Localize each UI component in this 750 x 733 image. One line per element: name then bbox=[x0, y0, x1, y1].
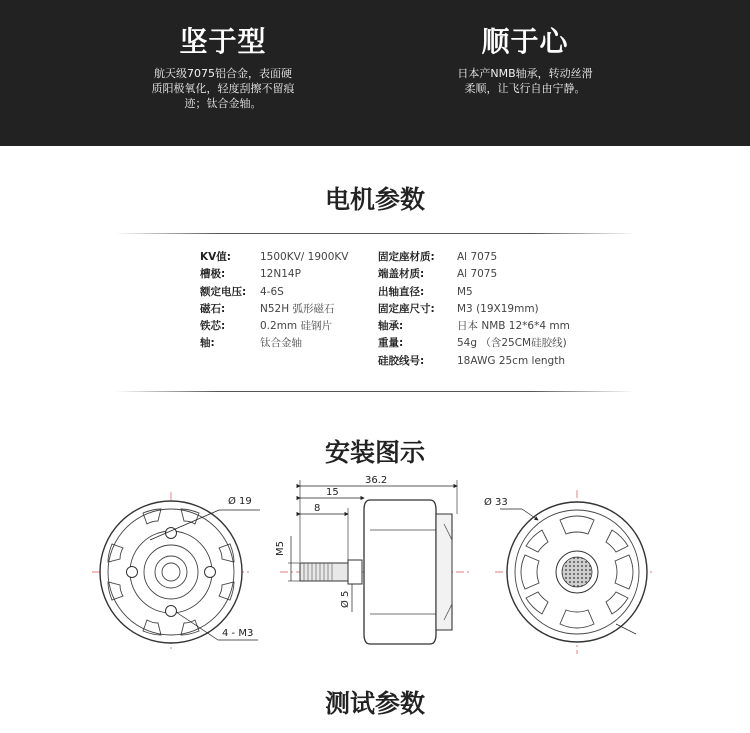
feature-durability bbox=[123, 22, 323, 111]
installation-drawing bbox=[0, 470, 750, 670]
spec-value: 1500KV/ 1900KV bbox=[260, 251, 349, 263]
spec-key: KV值: bbox=[200, 251, 231, 263]
spec-value: 18AWG 25cm length bbox=[457, 354, 565, 367]
motor-base bbox=[436, 514, 452, 630]
feature-durability-text bbox=[123, 66, 323, 111]
spec-key: 固定座材质: bbox=[378, 251, 435, 263]
spec-value: Al 7075 bbox=[457, 251, 498, 263]
spec-key: 出轴直径: bbox=[378, 285, 425, 298]
spec-row bbox=[378, 284, 570, 301]
spec-value: 4-6S bbox=[260, 285, 284, 298]
spec-value: 日本 NMB 12*6*4 mm bbox=[457, 320, 570, 333]
spec-value: 12N14P bbox=[260, 268, 301, 281]
spec-row bbox=[378, 335, 570, 352]
leader-line bbox=[616, 624, 636, 634]
feature-smoothness-title: 顺于心 bbox=[481, 25, 569, 58]
spec-key: 重量: bbox=[378, 337, 404, 350]
motor-housing bbox=[100, 501, 242, 643]
overall-length-label: 36.2 bbox=[365, 475, 388, 486]
spec-value: 0.2mm 硅钢片 bbox=[260, 320, 332, 333]
spec-row bbox=[200, 249, 348, 266]
test-params-title: 测试参数 bbox=[324, 689, 425, 718]
spec-table-left bbox=[200, 249, 348, 353]
spec-key: 硅胶线号: bbox=[378, 354, 425, 367]
spec-value: Al 7075 bbox=[457, 268, 498, 281]
body-length-label: 15 bbox=[326, 487, 339, 498]
feature-line: 迹；钛合金轴。 bbox=[184, 97, 262, 110]
motor-bottom-view bbox=[92, 492, 260, 652]
feature-line: 质阳极氧化，轻度刮擦不留痕 bbox=[151, 82, 295, 95]
shaft-length-label: 8 bbox=[314, 503, 321, 514]
spec-value: M3 (19X19mm) bbox=[457, 302, 539, 315]
motor-side-view bbox=[275, 475, 470, 644]
spec-row bbox=[200, 266, 348, 283]
spec-key: 槽极: bbox=[200, 268, 226, 281]
motor-bell bbox=[364, 500, 436, 644]
knurled-nut bbox=[562, 557, 592, 587]
spec-row bbox=[378, 301, 570, 318]
spec-row bbox=[378, 318, 570, 335]
spec-key: 额定电压: bbox=[200, 285, 247, 298]
feature-smoothness-text bbox=[425, 66, 625, 96]
spec-key: 铁芯: bbox=[200, 320, 226, 333]
spec-value: 54g （含25CM硅胶线) bbox=[457, 337, 567, 350]
spec-key: 磁石: bbox=[200, 302, 226, 315]
spec-row bbox=[200, 284, 348, 301]
feature-line: 柔顺，让飞行自由宁静。 bbox=[464, 82, 586, 95]
motor-params-title: 电机参数 bbox=[324, 185, 425, 214]
spec-row bbox=[378, 249, 570, 266]
spec-key: 固定座尺寸: bbox=[378, 302, 435, 315]
shaft-thread-label: M5 bbox=[275, 541, 286, 556]
feature-durability-title: 坚于型 bbox=[179, 25, 267, 58]
shaft-diameter-label: Ø 5 bbox=[340, 590, 351, 608]
spec-row bbox=[378, 353, 570, 370]
leader-line bbox=[522, 509, 538, 520]
spec-row bbox=[200, 318, 348, 335]
feature-line: 日本产NMB轴承，转动丝滑 bbox=[457, 67, 593, 80]
spec-table-right bbox=[378, 249, 570, 370]
motor-top-view bbox=[484, 490, 655, 654]
feature-banner bbox=[0, 0, 750, 146]
spec-key: 轴承: bbox=[378, 320, 404, 333]
spec-value: N52H 弧形磁石 bbox=[260, 302, 335, 315]
spec-key: 轴: bbox=[200, 337, 215, 350]
mount-diameter-label: Ø 19 bbox=[228, 496, 252, 507]
spec-value: M5 bbox=[457, 285, 473, 298]
feature-smoothness bbox=[425, 22, 625, 96]
install-title: 安装图示 bbox=[324, 438, 425, 467]
spec-row bbox=[200, 301, 348, 318]
spec-row bbox=[200, 335, 348, 352]
mount-holes-label: 4 - M3 bbox=[222, 628, 254, 639]
bell-diameter-label: Ø 33 bbox=[484, 497, 508, 508]
spec-value: 钛合金轴 bbox=[260, 337, 302, 350]
feature-line: 航天级7075铝合金，表面硬 bbox=[154, 67, 292, 80]
shaft-collar bbox=[348, 560, 362, 584]
divider bbox=[115, 391, 635, 392]
divider bbox=[115, 233, 635, 234]
spec-key: 端盖材质: bbox=[378, 268, 425, 281]
spec-row bbox=[378, 266, 570, 283]
